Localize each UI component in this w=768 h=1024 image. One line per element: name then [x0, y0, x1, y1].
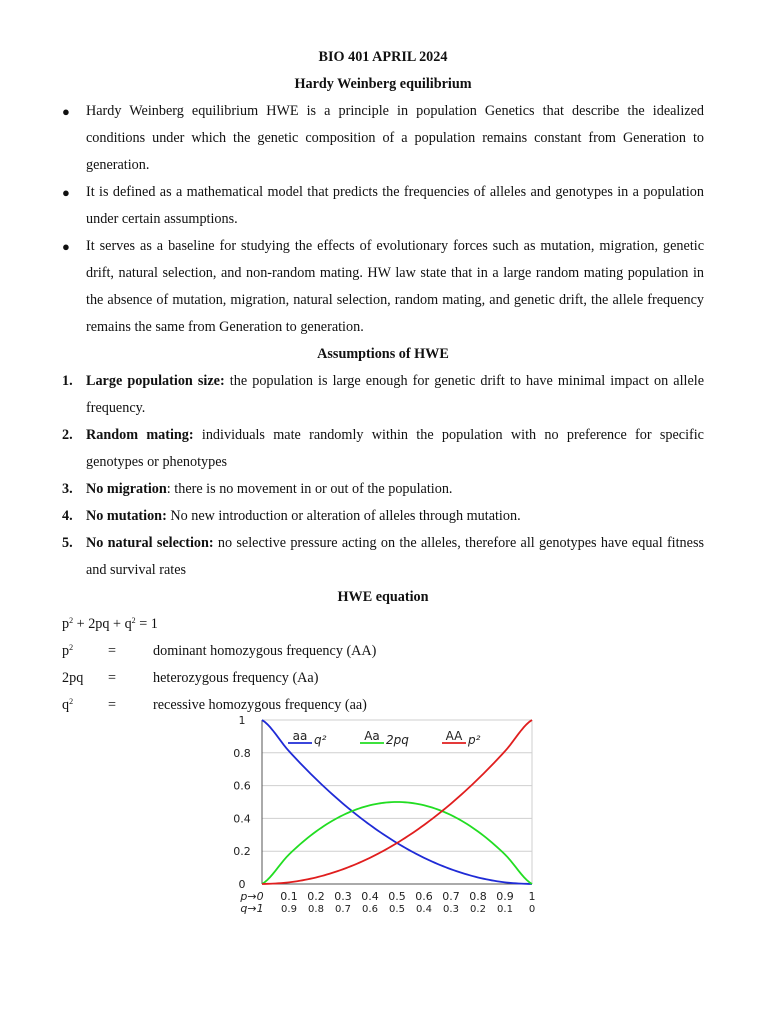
assumption-item: 4. No mutation: No new introduction or alteration of alleles through mutation.: [62, 508, 521, 524]
q-tick-label: 0.8: [308, 904, 324, 915]
assumption-term: Large population size:: [86, 373, 225, 389]
bullet-icon: ●: [62, 239, 70, 254]
p-tick-label: 0.7: [442, 890, 460, 903]
q-tick-label: 0.7: [335, 904, 351, 915]
legend-formula-label: p²: [468, 733, 481, 747]
assumption-item: 1. Large population size: the population is large enough for genetic drift to have minimal impact on allele frequency.: [62, 373, 704, 416]
chart-legend: [288, 729, 481, 747]
p-tick-label: 0.5: [388, 890, 406, 903]
q-tick-label: 0.6: [362, 904, 378, 915]
bullet-item: ● It serves as a baseline for studying the effects of evolutionary forces such as mutation, migration, genetic drift, natural selection, and non-random mating. HW law state that in a large random mating population in the absence of mutation, migration, natural selection, random mating, and genetic drift, the allele frequency remains the same from Generation to generation.: [62, 233, 704, 341]
assumption-term: Random mating:: [86, 427, 194, 443]
assumption-item: 2. Random mating: individuals mate randomly within the population with no preference for specific genotypes or phenotypes: [62, 427, 704, 470]
equation-row-2pq: 2pq = heterozygous frequency (Aa): [62, 670, 319, 686]
p-tick-label: 0.1: [280, 890, 298, 903]
q-tick-label: 0: [528, 904, 536, 915]
p-tick-label: 0.4: [361, 890, 379, 903]
p-tick-label: 0.2: [307, 890, 325, 903]
equation-row-p2: $p^2$ = dominant homozygous frequency (AA): [62, 643, 377, 659]
q-tick-label: 0.4: [416, 904, 432, 915]
y-tick-label: 1: [238, 714, 246, 727]
legend-genotype-label: Aa: [364, 729, 380, 743]
y-tick-label: 0.8: [233, 746, 251, 760]
p-tick-label: 1: [528, 890, 536, 903]
equation-heading: HWE equation: [337, 589, 429, 605]
y-tick-label: 0.6: [233, 779, 251, 793]
p-tick-label: 0.9: [496, 890, 514, 903]
q-tick-label: 0.9: [281, 904, 297, 915]
q-tick-label: 0.1: [497, 904, 513, 915]
document-page: [62, 44, 704, 719]
p-axis-label: p→0: [240, 890, 264, 903]
assumption-term: No migration: [86, 481, 167, 497]
q-tick-label: 0.2: [470, 904, 486, 915]
bullet-icon: ●: [62, 185, 70, 200]
legend-formula-label: q²: [314, 733, 327, 747]
y-tick-label: 0.4: [233, 812, 251, 826]
equation-row-q2: $q^2$ = recessive homozygous frequency (aa): [62, 697, 367, 713]
y-tick-label: 0: [238, 878, 246, 891]
q-tick-label: 0.3: [443, 904, 459, 915]
hwe-equation: $p^2 + 2pq + q^2 = 1$: [62, 616, 158, 632]
legend-formula-label: 2pq: [386, 733, 409, 747]
bullet-item: ● Hardy Weinberg equilibrium HWE is a principle in population Genetics that describe the idealized conditions under which the genetic composition of a population remains constant from Generation to generation.: [62, 98, 704, 179]
assumption-term: No natural selection:: [86, 535, 214, 551]
q-axis-label: q→1: [240, 902, 264, 915]
bullet-icon: ●: [62, 104, 70, 119]
chart-labels: [233, 714, 535, 915]
p-tick-label: 0.6: [415, 890, 433, 903]
q-tick-label: 0.5: [389, 904, 405, 915]
y-tick-label: 0.2: [233, 845, 251, 859]
legend-genotype-label: AA: [445, 729, 463, 743]
document-title: BIO 401 APRIL 2024: [318, 49, 448, 65]
section-title: Hardy Weinberg equilibrium: [294, 76, 472, 92]
assumptions-heading: Assumptions of HWE: [317, 346, 449, 362]
bullet-item: ● It is defined as a mathematical model that predicts the frequencies of alleles and genotypes in a population under certain assumptions.: [62, 179, 704, 233]
p-tick-label: 0.8: [469, 890, 487, 903]
assumption-item: 5. No natural selection: no selective pressure acting on the alleles, therefore all genotypes have equal fitness and survival rates: [62, 535, 704, 578]
hwe-frequency-chart: [224, 710, 544, 916]
legend-genotype-label: aa: [292, 729, 308, 743]
p-tick-label: 0.3: [334, 890, 352, 903]
assumption-item: 3. No migration: there is no movement in or out of the population.: [62, 481, 453, 497]
assumption-term: No mutation:: [86, 508, 167, 524]
